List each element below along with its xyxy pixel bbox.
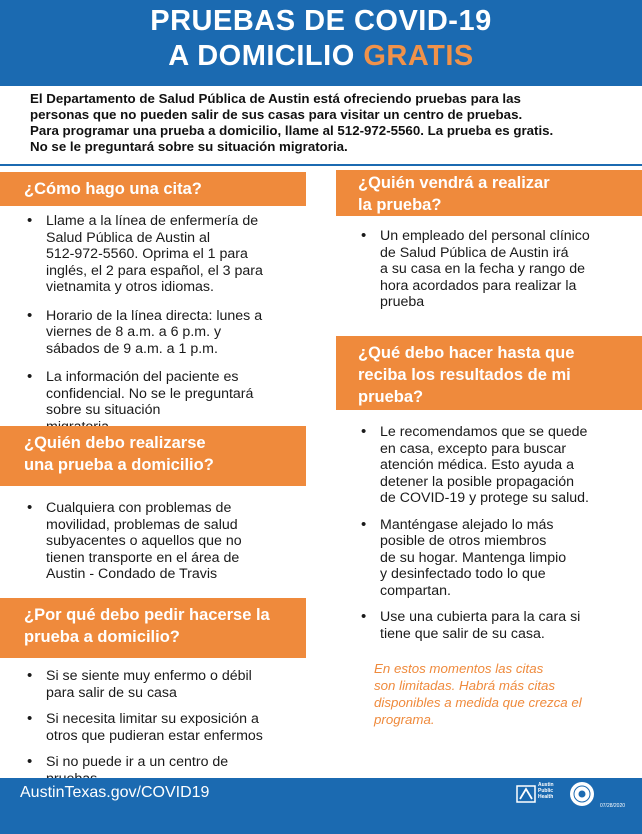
bullet-line: • Un empleado del personal clínico	[380, 228, 590, 244]
intro-line: No se le preguntará sobre su situación migratoria.	[30, 139, 348, 154]
heading-line: ¿Cómo hago una cita?	[24, 180, 202, 198]
heading-line: ¿Quién vendrá a realizar	[358, 174, 550, 192]
bullet-line: • Use una cubierta para la cara si	[380, 609, 581, 625]
bullet-line: sábados de 9 a.m. a 1 p.m.	[46, 340, 218, 357]
city-seal-icon	[570, 782, 594, 806]
bullet-line: tienen transporte en el área de	[46, 549, 240, 566]
section-heading-que-debo-hacer	[336, 336, 642, 410]
title-line-2	[0, 40, 642, 73]
list-item	[24, 668, 304, 701]
list-item	[358, 609, 634, 642]
list-item	[358, 424, 634, 507]
list-item	[358, 228, 628, 311]
bullet-line: • Horario de la línea directa: lunes a	[46, 307, 263, 324]
list-item	[358, 517, 634, 600]
bullet-line: sobre su situación	[46, 402, 161, 418]
bullet-line: compartan.	[380, 582, 451, 599]
note-line: programa.	[374, 712, 435, 727]
aph-logo-text	[538, 782, 554, 800]
intro-line: El Departamento de Salud Pública de Austin está ofreciendo pruebas para las	[30, 91, 521, 106]
bullet-line: prueba	[380, 294, 425, 310]
bullet-line: atención médica. Esto ayuda a	[380, 457, 575, 473]
bullet-line: • Si no puede ir a un centro de	[46, 754, 229, 770]
heading-line: ¿Por qué debo pedir hacerse la	[24, 606, 270, 624]
bullet-line: inglés, el 2 para español, el 3 para	[46, 262, 263, 279]
logo-text-line: Austin	[538, 782, 554, 788]
bullet-line: tiene que salir de su casa.	[380, 625, 545, 642]
bullet-line: • Le recomendamos que se quede	[380, 424, 588, 440]
heading-line: reciba los resultados de mi	[358, 366, 571, 384]
list-item	[24, 711, 304, 744]
bullet-line: vietnamita y otros idiomas.	[46, 279, 214, 295]
intro-line: personas que no pueden salir de sus casas para visitar un centro de pruebas.	[30, 107, 523, 122]
section-heading-quien-vendra	[336, 170, 642, 216]
section-heading-quien-debo-realizarse	[0, 426, 306, 486]
bullet-line: para salir de su casa	[46, 684, 177, 701]
bullet-line: posible de otros miembros	[380, 533, 547, 549]
bullet-list-quien-vendra	[358, 228, 628, 323]
bullet-line: Austin - Condado de Travis	[46, 566, 218, 582]
print-date: 07/28/2020	[600, 803, 626, 809]
availability-note	[374, 660, 624, 728]
bullet-line: otros que pudieran estar enfermos	[46, 727, 263, 744]
section-heading-como-hago-cita	[0, 172, 306, 206]
list-item	[24, 308, 304, 358]
bullet-line: Salud Pública de Austin al	[46, 229, 211, 246]
bullet-line: viernes de 8 a.m. a 6 p.m. y	[46, 324, 222, 340]
bullet-line: de su hogar. Mantenga limpio	[380, 549, 567, 566]
note-line: son limitadas. Habrá más citas	[374, 678, 556, 693]
bullet-line: hora acordados para realizar la	[380, 277, 577, 294]
bullet-line: • Si se siente muy enfermo o débil	[46, 668, 252, 684]
title-accent: GRATIS	[363, 40, 474, 72]
intro-paragraph	[30, 91, 620, 155]
bullet-list-como-hago-cita	[24, 213, 304, 447]
bullet-list-por-que-debo	[24, 668, 304, 787]
note-line: En estos momentos las citas	[374, 661, 544, 676]
bullet-line: a su casa en la fecha y rango de	[380, 261, 586, 277]
bullet-list-que-debo-hacer	[358, 424, 634, 642]
intro-line: Para programar una prueba a domicilio, llame al 512-972-5560. La prueba es gratis.	[30, 123, 554, 138]
list-item	[24, 213, 304, 296]
title-main: A DOMICILIO	[168, 40, 355, 72]
title-line-1: PRUEBAS DE COVID-19	[150, 5, 492, 37]
bullet-line: • Manténgase alejado lo más	[380, 516, 554, 533]
bullet-line: en casa, excepto para buscar	[380, 440, 567, 457]
section-heading-por-que-debo	[0, 598, 306, 658]
page-footer	[0, 778, 642, 834]
covid-url-link[interactable]: AustinTexas.gov/COVID19	[20, 784, 210, 801]
heading-line: ¿Quién debo realizarse	[24, 434, 206, 452]
bullet-line: confidencial. No se le preguntará	[46, 385, 254, 402]
bullet-line: • Si necesita limitar su exposición a	[46, 711, 259, 727]
bullet-line: movilidad, problemas de salud	[46, 516, 238, 533]
bullet-line: • Llame a la línea de enfermería de	[46, 213, 259, 229]
heading-line: prueba a domicilio?	[24, 628, 180, 646]
logo-text-line: Health	[538, 794, 554, 800]
bullet-line: 512-972-5560. Oprima el 1 para	[46, 246, 248, 262]
bullet-line: subyacentes o aquellos que no	[46, 533, 242, 549]
heading-line: ¿Qué debo hacer hasta que	[358, 344, 575, 362]
bullet-line: y desinfectado todo lo que	[380, 566, 546, 582]
bullet-list-quien-debo-realizarse	[24, 500, 304, 595]
note-line: disponibles a medida que crezca el	[374, 695, 582, 710]
heading-line: una prueba a domicilio?	[24, 456, 214, 474]
divider	[0, 164, 642, 166]
list-item	[24, 500, 304, 583]
bullet-line: • Cualquiera con problemas de	[46, 500, 232, 516]
bullet-line: de COVID-19 y protege su salud.	[380, 490, 589, 506]
bullet-line: • La información del paciente es	[46, 369, 239, 385]
logo-text-line: Public	[538, 788, 554, 794]
heading-line: la prueba?	[358, 196, 442, 214]
bullet-line: detener la posible propagación	[380, 473, 575, 490]
heading-line: prueba?	[358, 388, 424, 406]
bullet-line: de Salud Pública de Austin irá	[380, 244, 569, 261]
page-header	[0, 0, 642, 86]
